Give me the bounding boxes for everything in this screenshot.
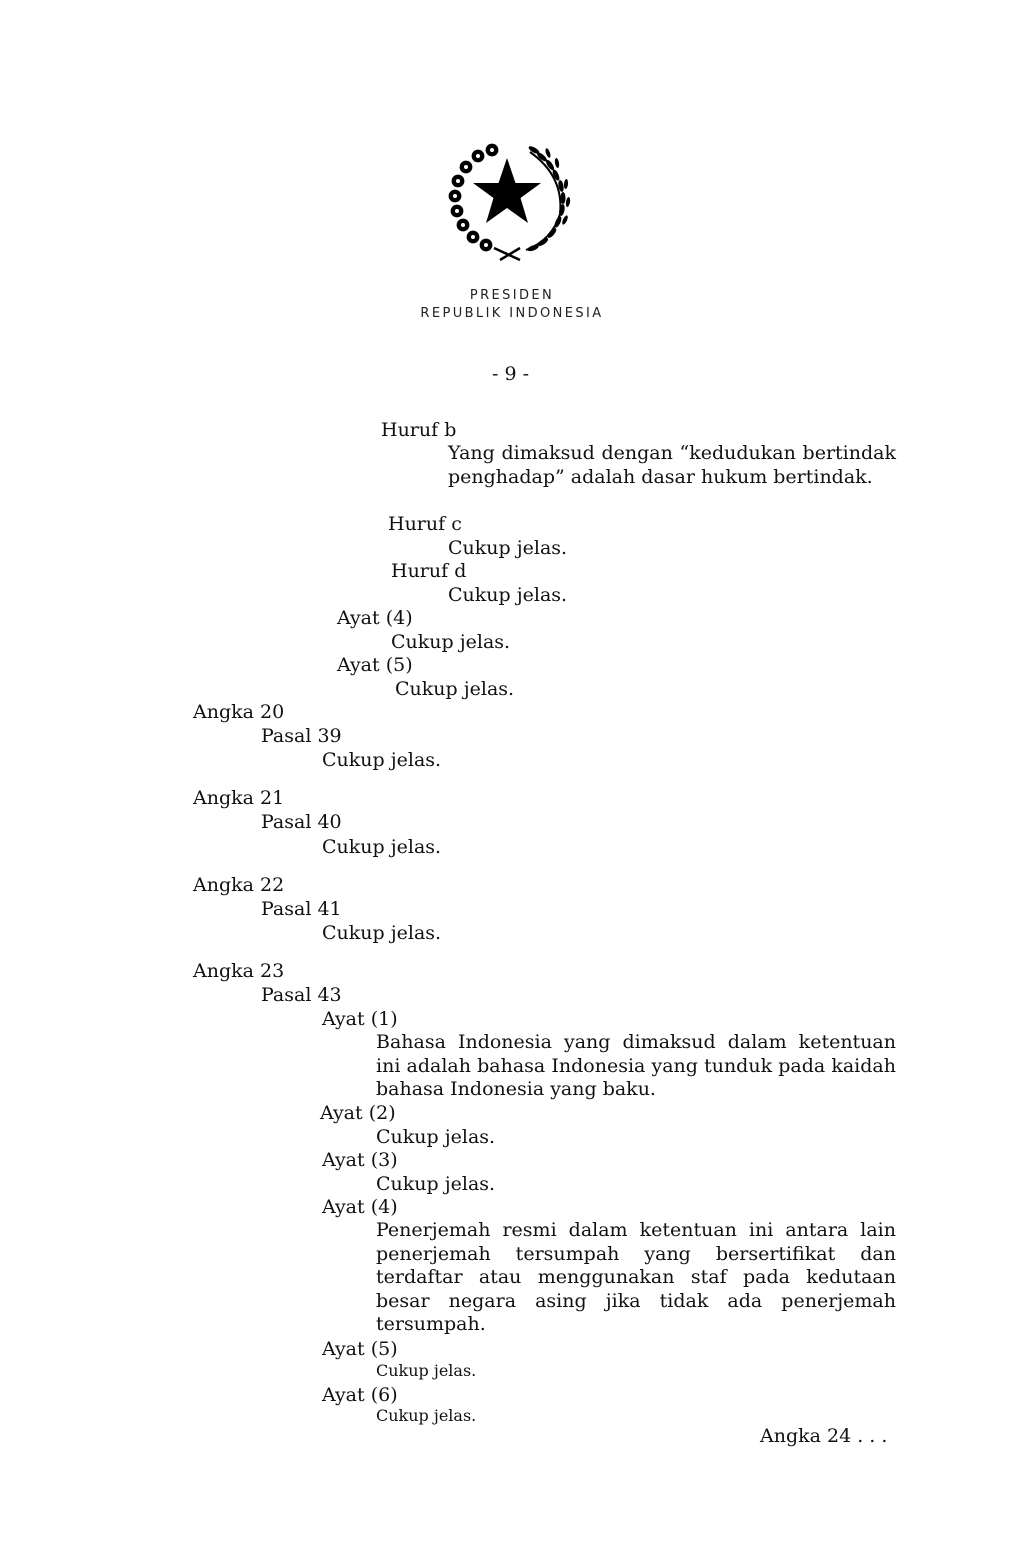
p43-ayat-6-heading: Ayat (6)	[322, 1384, 398, 1406]
huruf-d-text: Cukup jelas.	[448, 584, 568, 606]
p43-ayat-5-text: Cukup jelas.	[376, 1361, 477, 1380]
page-number: - 9 -	[492, 363, 530, 385]
p43-ayat-2-heading: Ayat (2)	[320, 1102, 396, 1124]
pasal-39-heading: Pasal 39	[261, 725, 342, 747]
pasal-40-text: Cukup jelas.	[322, 836, 442, 858]
header-republic: REPUBLIK INDONESIA	[420, 306, 604, 321]
angka-22-heading: Angka 22	[193, 874, 285, 896]
continuation-marker: Angka 24 . . .	[760, 1425, 888, 1447]
ayat-5-text: Cukup jelas.	[395, 678, 515, 700]
huruf-d-heading: Huruf d	[391, 560, 467, 582]
p43-ayat-2-text: Cukup jelas.	[376, 1126, 496, 1148]
pasal-39-text: Cukup jelas.	[322, 749, 442, 771]
angka-23-heading: Angka 23	[193, 960, 285, 982]
huruf-c-heading: Huruf c	[388, 513, 462, 535]
ayat-5-heading: Ayat (5)	[337, 654, 413, 676]
p43-ayat-3-heading: Ayat (3)	[322, 1149, 398, 1171]
p43-ayat-4-text: Penerjemah resmi dalam ketentuan ini antara lain penerjemah tersumpah yang bersertifikat dan terdaftar atau menggunakan staf pada kedutaan besar negara asing jika tidak ada penerjemah tersumpah.	[376, 1219, 896, 1335]
p43-ayat-3-text: Cukup jelas.	[376, 1173, 496, 1195]
ayat-4-heading: Ayat (4)	[337, 607, 413, 629]
ayat-4-text: Cukup jelas.	[391, 631, 511, 653]
pasal-40-heading: Pasal 40	[261, 811, 342, 833]
header-president: PRESIDEN	[469, 288, 555, 303]
p43-ayat-5-heading: Ayat (5)	[322, 1338, 398, 1360]
huruf-b-text: Yang dimaksud dengan “kedudukan bertindak penghadap” adalah dasar hukum bertindak.	[448, 442, 896, 488]
pasal-41-heading: Pasal 41	[261, 898, 342, 920]
huruf-b-heading: Huruf b	[381, 419, 457, 441]
p43-ayat-4-heading: Ayat (4)	[322, 1196, 398, 1218]
angka-21-heading: Angka 21	[193, 787, 285, 809]
p43-ayat-1-heading: Ayat (1)	[322, 1008, 398, 1030]
huruf-c-text: Cukup jelas.	[448, 537, 568, 559]
p43-ayat-1-text: Bahasa Indonesia yang dimaksud dalam ketentuan ini adalah bahasa Indonesia yang tunduk pada kaidah bahasa Indonesia yang baku.	[376, 1031, 896, 1100]
pasal-41-text: Cukup jelas.	[322, 922, 442, 944]
pasal-43-heading: Pasal 43	[261, 984, 342, 1006]
presidential-emblem-icon	[442, 136, 572, 264]
angka-20-heading: Angka 20	[193, 701, 285, 723]
p43-ayat-6-text: Cukup jelas.	[376, 1406, 477, 1425]
